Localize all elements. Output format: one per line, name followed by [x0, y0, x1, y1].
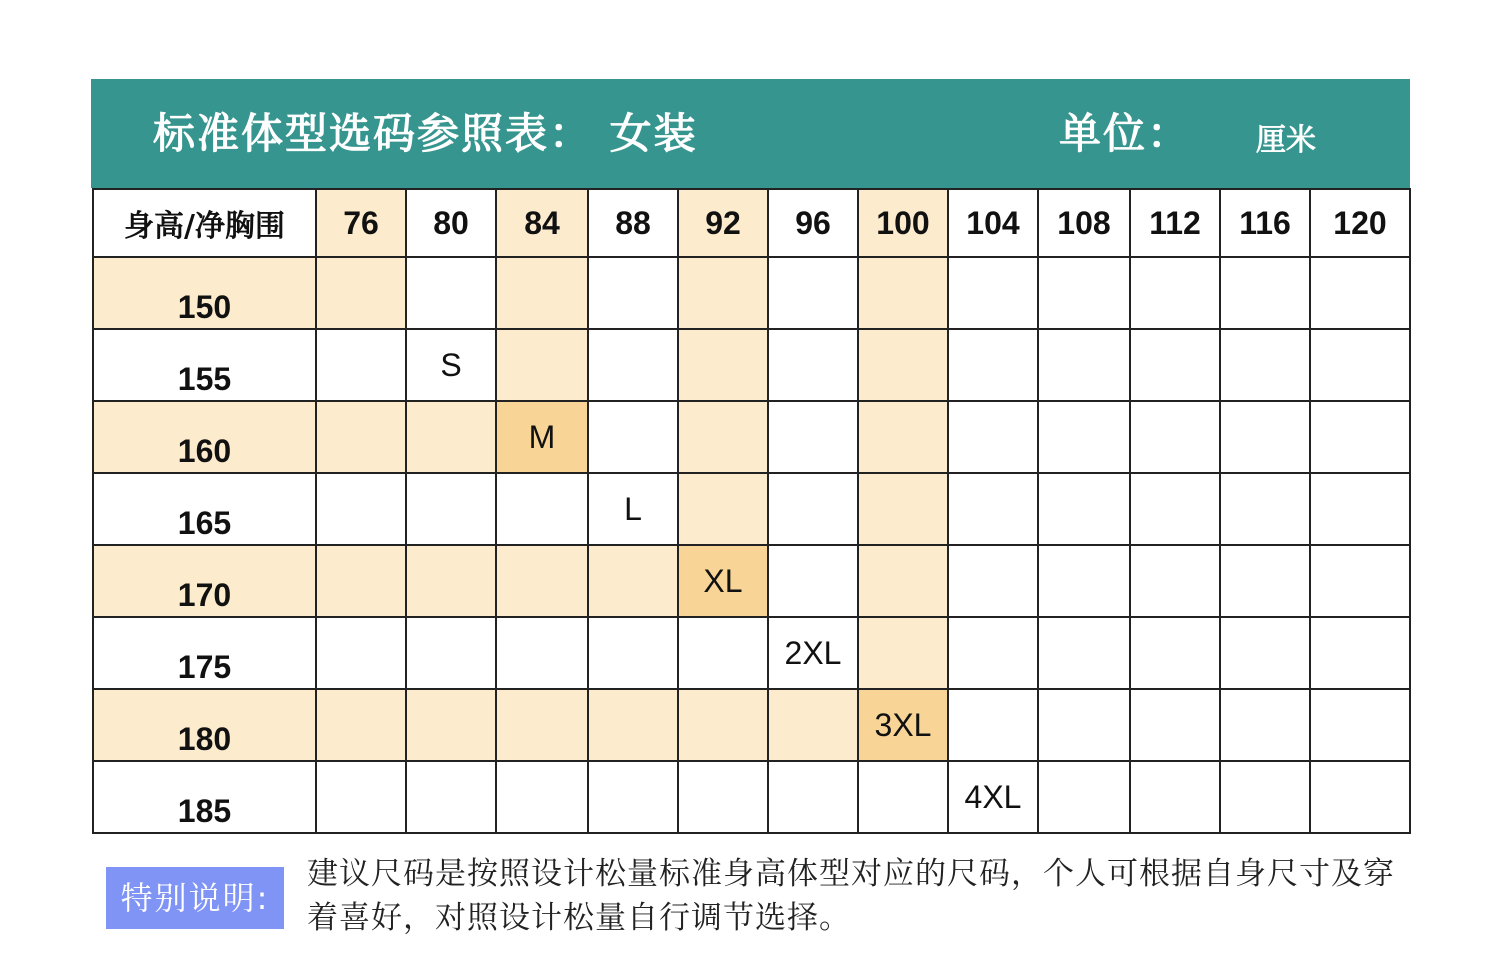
table-cell: [496, 257, 588, 329]
table-cell: [1310, 761, 1410, 833]
chest-size-header: 88: [588, 189, 678, 257]
table-cell: [406, 545, 496, 617]
table-cell: [316, 329, 406, 401]
height-label: 170: [93, 545, 316, 617]
unit-value: 厘米: [1256, 123, 1316, 158]
table-cell: [316, 257, 406, 329]
chest-size-header: 120: [1310, 189, 1410, 257]
table-cell: [1220, 545, 1310, 617]
table-row: [93, 257, 1410, 329]
table-cell: [1038, 545, 1130, 617]
table-cell: [496, 761, 588, 833]
table-cell: [316, 617, 406, 689]
table-header-row: [93, 189, 1410, 257]
table-cell: [1310, 689, 1410, 761]
table-cell: [1130, 329, 1220, 401]
height-label: 160: [93, 401, 316, 473]
table-cell: [1130, 761, 1220, 833]
unit-label: 单位：: [1059, 109, 1192, 158]
table-cell: [1038, 257, 1130, 329]
size-code-cell: L: [588, 473, 678, 545]
table-cell: [1038, 761, 1130, 833]
table-cell: [678, 761, 768, 833]
table-cell: [678, 401, 768, 473]
chest-size-header: 80: [406, 189, 496, 257]
table-cell: [588, 617, 678, 689]
table-cell: [858, 545, 948, 617]
table-cell: [1310, 401, 1410, 473]
table-cell: [406, 689, 496, 761]
table-cell: [496, 329, 588, 401]
table-row: [93, 545, 1410, 617]
table-cell: [678, 689, 768, 761]
table-cell: [858, 329, 948, 401]
table-cell: [1220, 761, 1310, 833]
table-cell: [678, 257, 768, 329]
table-cell: [1310, 329, 1410, 401]
table-cell: [948, 257, 1038, 329]
table-row: [93, 689, 1410, 761]
table-cell: [588, 401, 678, 473]
table-cell: [678, 473, 768, 545]
size-code-cell: 4XL: [948, 761, 1038, 833]
table-cell: [588, 257, 678, 329]
table-row: [93, 761, 1410, 833]
table-cell: [858, 257, 948, 329]
table-cell: [588, 545, 678, 617]
table-cell: [678, 329, 768, 401]
table-cell: [768, 761, 858, 833]
table-row: [93, 617, 1410, 689]
table-cell: [1130, 401, 1220, 473]
height-label: 165: [93, 473, 316, 545]
table-row: [93, 401, 1410, 473]
table-cell: [768, 689, 858, 761]
table-cell: [588, 761, 678, 833]
table-cell: [496, 617, 588, 689]
table-cell: [316, 401, 406, 473]
chest-size-header: 108: [1038, 189, 1130, 257]
height-label: 155: [93, 329, 316, 401]
note-badge: 特别说明:: [106, 867, 284, 929]
table-cell: [768, 401, 858, 473]
table-cell: [406, 257, 496, 329]
table-corner-label: 身高/净胸围: [93, 189, 316, 257]
table-cell: [588, 689, 678, 761]
table-cell: [1220, 329, 1310, 401]
table-cell: [406, 617, 496, 689]
table-cell: [768, 545, 858, 617]
table-cell: [1038, 473, 1130, 545]
table-cell: [1220, 257, 1310, 329]
table-cell: [858, 617, 948, 689]
height-label: 180: [93, 689, 316, 761]
table-cell: [406, 473, 496, 545]
table-cell: [316, 761, 406, 833]
table-cell: [1038, 401, 1130, 473]
table-cell: [1310, 617, 1410, 689]
table-cell: [496, 473, 588, 545]
table-cell: [406, 761, 496, 833]
table-cell: [1038, 689, 1130, 761]
table-cell: [948, 401, 1038, 473]
table-cell: [316, 473, 406, 545]
note-text: 建议尺码是按照设计松量标准身高体型对应的尺码，个人可根据自身尺寸及穿着喜好，对照设计松量自行调节选择。: [307, 856, 1395, 936]
table-cell: [406, 401, 496, 473]
table-cell: [1220, 473, 1310, 545]
size-code-cell: 2XL: [768, 617, 858, 689]
chest-size-header: 76: [316, 189, 406, 257]
table-cell: [1310, 545, 1410, 617]
table-cell: [1130, 689, 1220, 761]
table-cell: [858, 473, 948, 545]
table-cell: [316, 689, 406, 761]
chest-size-header: 100: [858, 189, 948, 257]
table-cell: [858, 761, 948, 833]
table-cell: [948, 473, 1038, 545]
size-code-cell: XL: [678, 545, 768, 617]
chest-size-header: 92: [678, 189, 768, 257]
size-code-cell: M: [496, 401, 588, 473]
table-row: [93, 329, 1410, 401]
table-cell: [1220, 689, 1310, 761]
size-code-cell: 3XL: [858, 689, 948, 761]
table-cell: [948, 545, 1038, 617]
height-label: 175: [93, 617, 316, 689]
table-cell: [1038, 329, 1130, 401]
table-cell: [496, 545, 588, 617]
chest-size-header: 112: [1130, 189, 1220, 257]
chest-size-header: 84: [496, 189, 588, 257]
table-cell: [768, 473, 858, 545]
header-band: [91, 79, 1410, 188]
table-cell: [1130, 473, 1220, 545]
table-cell: [1310, 257, 1410, 329]
chest-size-header: 104: [948, 189, 1038, 257]
table-cell: [948, 617, 1038, 689]
table-cell: [948, 329, 1038, 401]
table-cell: [948, 689, 1038, 761]
height-label: 150: [93, 257, 316, 329]
table-cell: [768, 329, 858, 401]
table-cell: [1130, 257, 1220, 329]
table-cell: [588, 329, 678, 401]
table-cell: [496, 689, 588, 761]
chest-size-header: 96: [768, 189, 858, 257]
table-cell: [678, 617, 768, 689]
table-cell: [1220, 617, 1310, 689]
chest-size-header: 116: [1220, 189, 1310, 257]
table-cell: [768, 257, 858, 329]
size-code-cell: S: [406, 329, 496, 401]
table-cell: [1130, 545, 1220, 617]
chart-title: 标准体型选码参照表： 女装: [153, 109, 698, 158]
table-cell: [316, 545, 406, 617]
table-cell: [1038, 617, 1130, 689]
table-cell: [1310, 473, 1410, 545]
height-label: 185: [93, 761, 316, 833]
table-cell: [1130, 617, 1220, 689]
size-table: [92, 188, 1411, 834]
table-row: [93, 473, 1410, 545]
table-cell: [858, 401, 948, 473]
table-cell: [1220, 401, 1310, 473]
